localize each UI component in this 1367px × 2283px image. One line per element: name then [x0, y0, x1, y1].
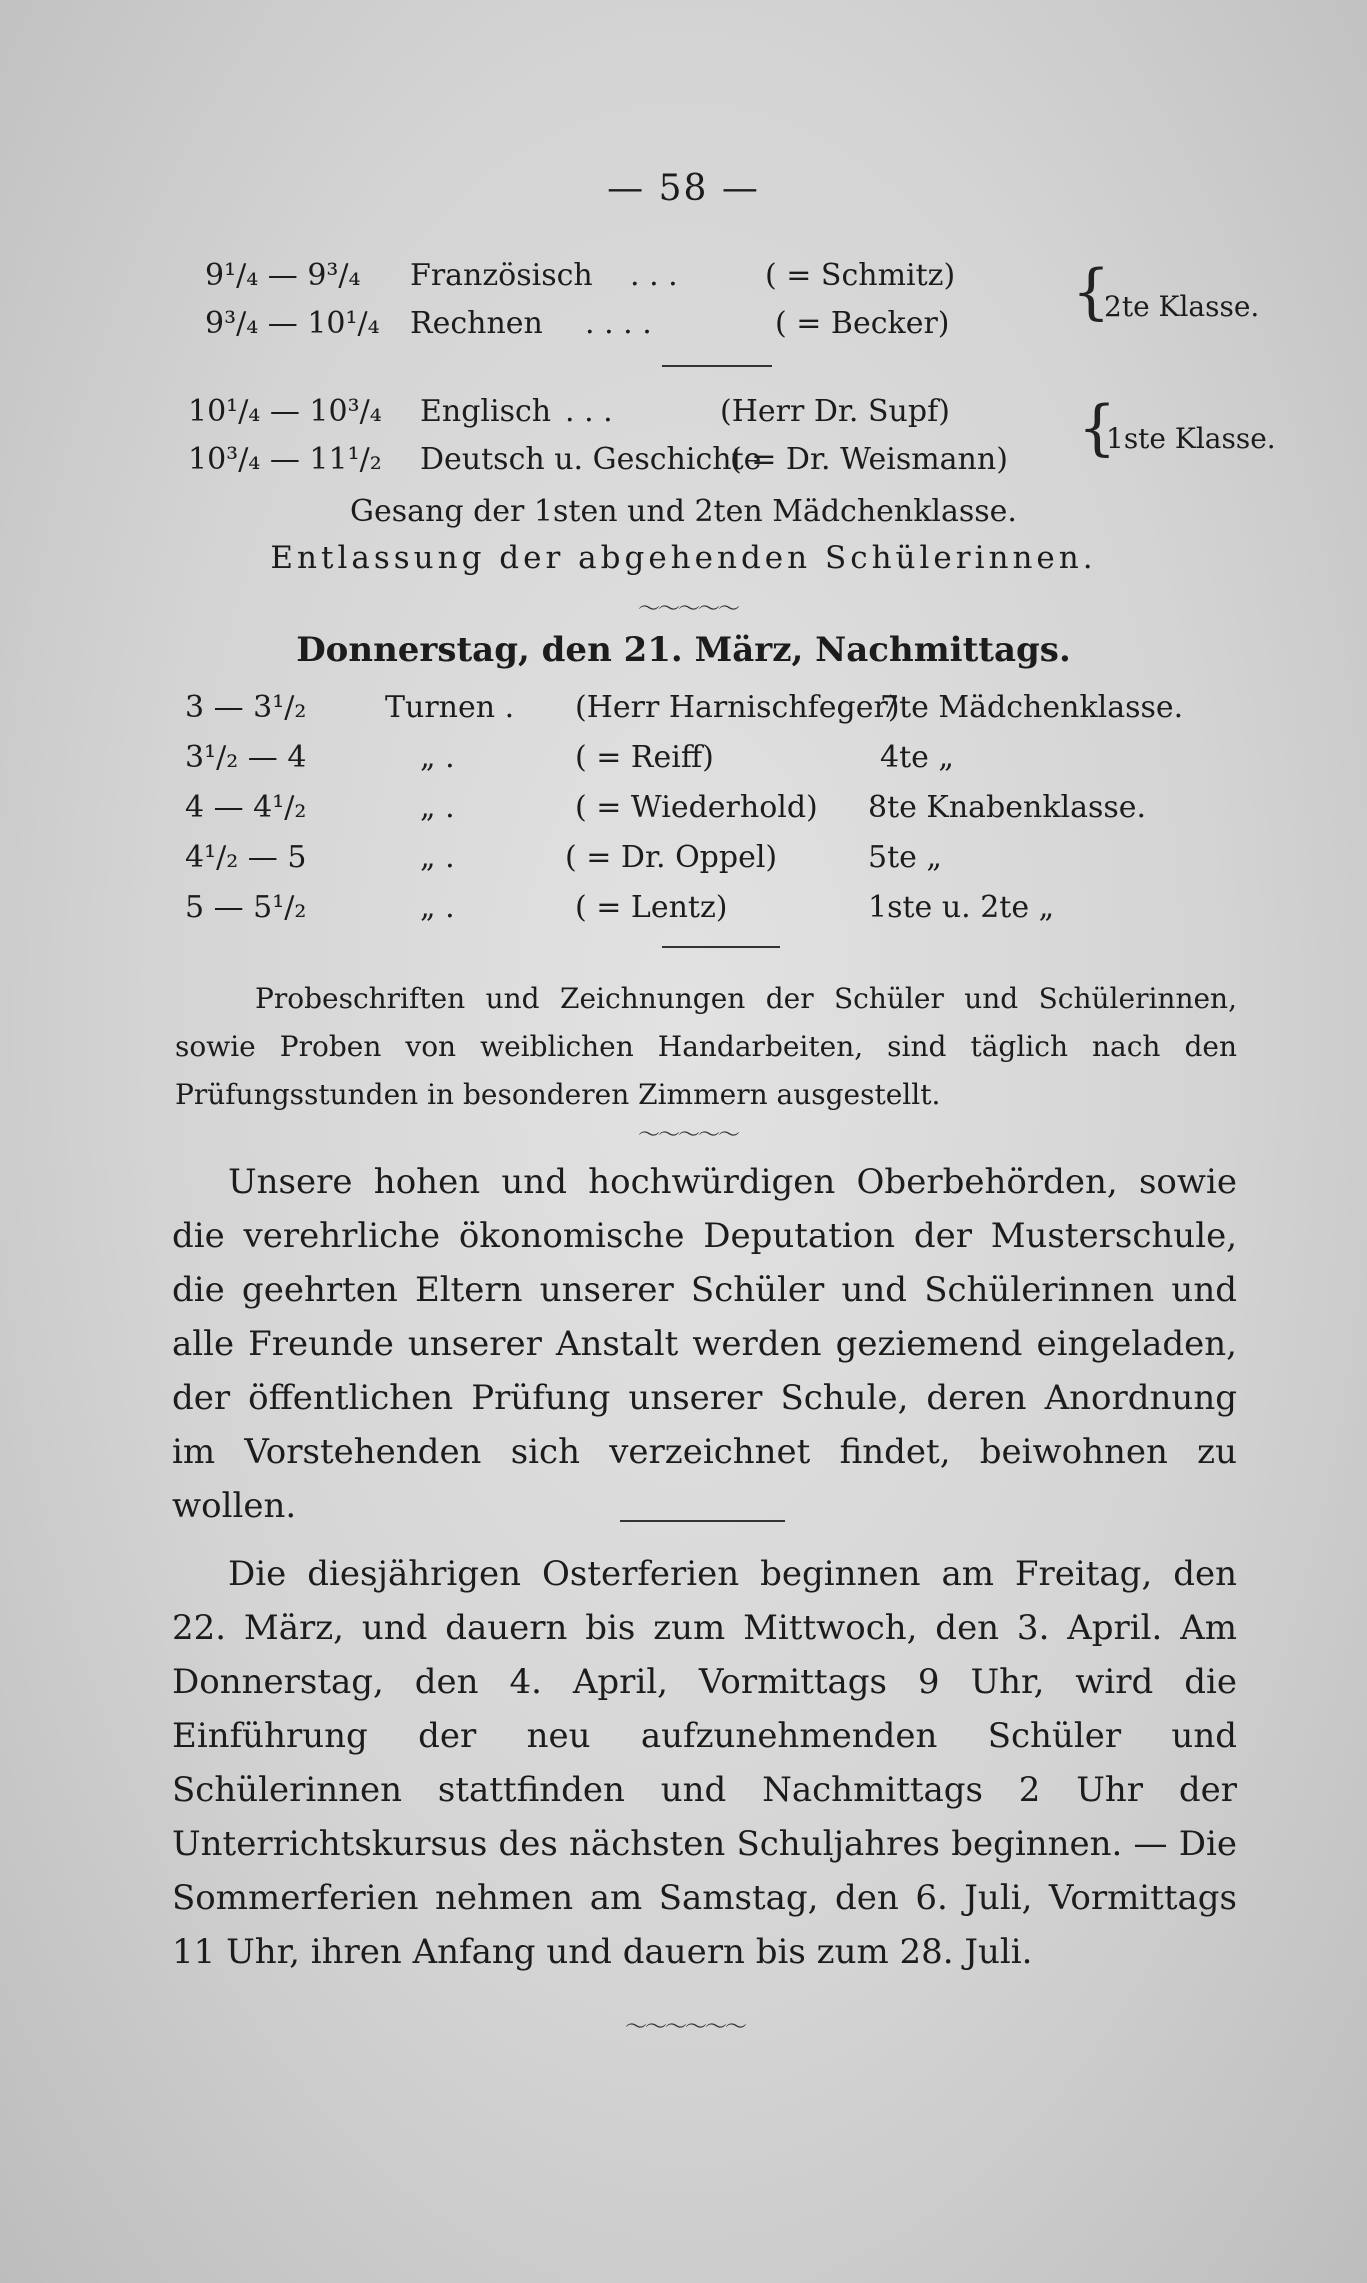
schedule-klasse: 5te „ — [868, 840, 942, 875]
schedule-subject: Französisch — [410, 258, 593, 293]
ferien-paragraph — [172, 1547, 1237, 1979]
wave-divider: 〜〜〜〜〜 — [638, 597, 739, 622]
paragraph-text: Probeschriften und Zeichnungen der Schüler und Schülerinnen, sowie Proben von weiblichen Handarbeiten, sind täglich nach den Prüfungsstunden in besonderen Zimmern ausgestellt. — [175, 982, 1237, 1111]
klasse-label: 2te Klasse. — [1104, 290, 1260, 323]
schedule-teacher: (Herr Dr. Supf) — [720, 394, 950, 429]
brace: { — [1078, 393, 1117, 463]
schedule-klasse: 7te Mädchenklasse. — [880, 690, 1184, 725]
wave-divider: 〜〜〜〜〜 — [638, 1123, 739, 1148]
schedule-time: 4¹/₂ — 5 — [185, 840, 307, 875]
schedule-time: 5 — 5¹/₂ — [185, 890, 307, 925]
schedule-dots: . . . . — [585, 306, 652, 341]
schedule-subject: „ . — [420, 890, 455, 925]
schedule-subject: „ . — [420, 840, 455, 875]
schedule-subject: Turnen . — [385, 690, 515, 725]
schedule-subject: Deutsch u. Geschichte — [420, 442, 762, 477]
schedule-klasse: 4te „ — [880, 740, 954, 775]
schedule-teacher: ( = Wiederhold) — [575, 790, 818, 825]
einladung-paragraph — [172, 1155, 1237, 1533]
schedule-teacher: ( = Lentz) — [575, 890, 728, 925]
paragraph-text: Unsere hohen und hochwürdigen Oberbehörden, sowie die verehrliche ökonomische Deputation der Musterschule, die geehrten Eltern unserer Schüler und Schülerinnen und alle Freunde unserer Anstalt werden geziemend eingeladen, der öffentlichen Prüfung unserer Schule, deren Anordnung im Vorstehenden sich verzeichnet findet, beiwohnen zu wollen. — [172, 1162, 1237, 1526]
paragraph-text: Die diesjährigen Osterferien beginnen am Freitag, den 22. März, und dauern bis zum Mittwoch, den 3. April. Am Donnerstag, den 4. April, Vormittags 9 Uhr, wird die Einführung der neu aufzunehmenden Schüler und Schülerinnen stattfinden und Nachmittags 2 Uhr der Unterrichtskursus des nächsten Schuljahres beginnen. — Die Sommerferien nehmen am Samstag, den 6. Juli, Vormittags 11 Uhr, ihren Anfang und dauern bis zum 28. Juli. — [172, 1554, 1237, 1972]
separator-line — [662, 946, 780, 948]
klasse-label: 1ste Klasse. — [1106, 422, 1276, 455]
schedule-time: 4 — 4¹/₂ — [185, 790, 307, 825]
schedule-time: 3 — 3¹/₂ — [185, 690, 307, 725]
schedule-teacher: ( = Reiff) — [575, 740, 714, 775]
schedule-teacher: (Herr Harnischfeger) — [575, 690, 900, 725]
schedule-teacher: ( = Dr. Oppel) — [565, 840, 778, 875]
schedule-time: 9¹/₄ — 9³/₄ — [205, 258, 361, 293]
wave-divider: 〜〜〜〜〜〜 — [625, 2015, 746, 2040]
schedule-dots: . . . — [630, 258, 678, 293]
schedule-subject: Englisch — [420, 394, 552, 429]
brace: { — [1072, 257, 1111, 327]
schedule-teacher: ( = Becker) — [775, 306, 950, 341]
schedule-subject: „ . — [420, 790, 455, 825]
schedule-time: 10¹/₄ — 10³/₄ — [188, 394, 382, 429]
entlassung-line: Entlassung der abgehenden Schülerinnen. — [270, 540, 1097, 576]
section-heading: Donnerstag, den 21. März, Nachmittags. — [296, 630, 1071, 670]
schedule-teacher: ( = Schmitz) — [765, 258, 956, 293]
schedule-teacher: ( = Dr. Weismann) — [730, 442, 1008, 477]
schedule-time: 3¹/₂ — 4 — [185, 740, 307, 775]
schedule-subject: „ . — [420, 740, 455, 775]
separator-line — [620, 1520, 785, 1522]
schedule-time: 9³/₄ — 10¹/₄ — [205, 306, 380, 341]
separator-line — [662, 365, 772, 367]
probeschriften-paragraph — [175, 975, 1237, 1119]
schedule-klasse: 8te Knabenklasse. — [868, 790, 1147, 825]
schedule-klasse: 1ste u. 2te „ — [868, 890, 1055, 925]
schedule-subject: Rechnen — [410, 306, 543, 341]
schedule-time: 10³/₄ — 11¹/₂ — [188, 442, 382, 477]
page-number: — 58 — — [607, 168, 760, 209]
gesang-line: Gesang der 1sten und 2ten Mädchenklasse. — [350, 494, 1017, 529]
schedule-dots: . . . — [565, 394, 613, 429]
